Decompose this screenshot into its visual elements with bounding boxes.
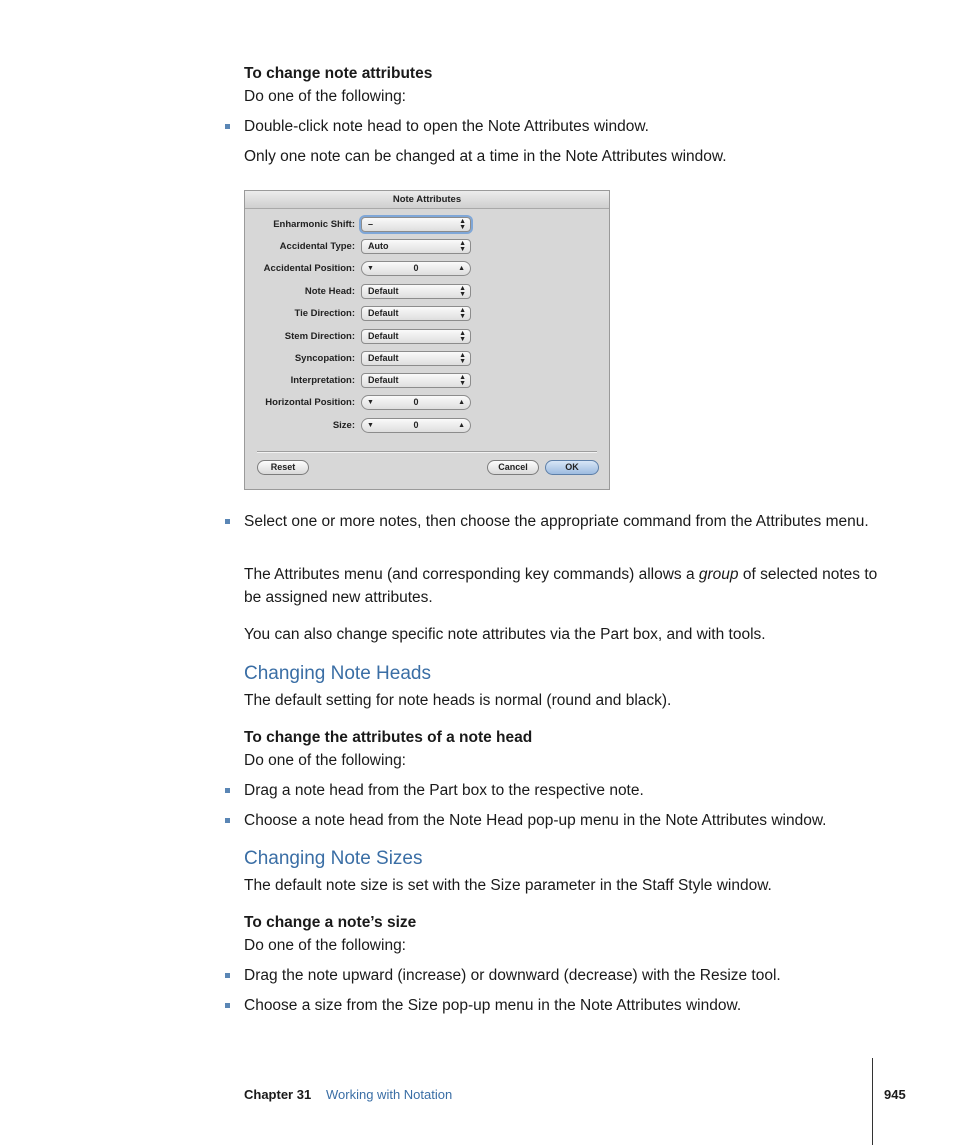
task-title-note-head: To change the attributes of a note head bbox=[244, 729, 533, 746]
bullet-marker bbox=[225, 124, 230, 129]
popup-value: Auto bbox=[368, 241, 389, 251]
note-text-pre: The Attributes menu (and corresponding key commands) allows a bbox=[244, 566, 699, 583]
decrement-icon[interactable]: ▼ bbox=[367, 422, 374, 429]
interpretation-popup[interactable] bbox=[361, 373, 471, 388]
label-size: Size: bbox=[332, 420, 355, 431]
label-stem-direction: Stem Direction: bbox=[284, 331, 355, 342]
label-note-head: Note Head: bbox=[304, 286, 355, 297]
bullet-note: Only one note can be changed at a time in the Note Attributes window. bbox=[244, 148, 727, 165]
increment-icon[interactable]: ▲ bbox=[458, 399, 465, 406]
popup-value: Default bbox=[368, 375, 399, 385]
page-number: 945 bbox=[884, 1087, 906, 1102]
intro-text: Do one of the following: bbox=[244, 937, 406, 954]
bullet-choose-note-head: Choose a note head from the Note Head pop-up menu in the Note Attributes window. bbox=[244, 812, 827, 829]
updown-arrows-icon: ▲ ▼ bbox=[459, 374, 466, 387]
bullet-select-notes: Select one or more notes, then choose the appropriate command from the Attributes menu. bbox=[244, 513, 869, 530]
popup-value: Default bbox=[368, 331, 399, 341]
updown-arrows-icon: ▲ ▼ bbox=[459, 218, 466, 231]
heading-changing-note-sizes: Changing Note Sizes bbox=[244, 848, 423, 869]
increment-icon[interactable]: ▲ bbox=[458, 265, 465, 272]
stepper-value: 0 bbox=[413, 420, 419, 430]
popup-value: – bbox=[368, 219, 374, 229]
tie-direction-popup[interactable] bbox=[361, 306, 471, 321]
increment-icon[interactable]: ▲ bbox=[458, 422, 465, 429]
bullet-drag-resize: Drag the note upward (increase) or downward (decrease) with the Resize tool. bbox=[244, 967, 781, 984]
popup-value: Default bbox=[368, 308, 399, 318]
accidental-type-popup[interactable] bbox=[361, 239, 471, 254]
updown-arrows-icon: ▲ ▼ bbox=[459, 307, 466, 320]
label-enharmonic-shift: Enharmonic Shift: bbox=[273, 219, 355, 230]
bullet-choose-size: Choose a size from the Size pop-up menu in the Note Attributes window. bbox=[244, 997, 742, 1014]
bullet-marker bbox=[225, 1003, 230, 1008]
reset-button[interactable]: Reset bbox=[257, 460, 309, 475]
stem-direction-popup[interactable] bbox=[361, 329, 471, 344]
popup-value: Default bbox=[368, 286, 399, 296]
updown-arrows-icon: ▲ ▼ bbox=[459, 240, 466, 253]
footer-chapter: Chapter 31 bbox=[244, 1087, 312, 1102]
bullet-marker bbox=[225, 818, 230, 823]
bullet-marker bbox=[225, 519, 230, 524]
updown-arrows-icon: ▲ ▼ bbox=[459, 352, 466, 365]
enharmonic-shift-popup[interactable] bbox=[361, 217, 471, 232]
bullet-drag-note-head: Drag a note head from the Part box to the respective note. bbox=[244, 782, 644, 799]
closing-text: You can also change specific note attributes via the Part box, and with tools. bbox=[244, 626, 766, 643]
heading-changing-note-heads: Changing Note Heads bbox=[244, 663, 431, 684]
label-horizontal-position: Horizontal Position: bbox=[265, 397, 355, 408]
updown-arrows-icon: ▲ ▼ bbox=[459, 330, 466, 343]
horizontal-position-stepper[interactable] bbox=[361, 395, 471, 410]
footer-chapter-title: Working with Notation bbox=[326, 1087, 453, 1102]
bullet-double-click: Double-click note head to open the Note Attributes window. bbox=[244, 118, 649, 135]
label-tie-direction: Tie Direction: bbox=[294, 308, 355, 319]
decrement-icon[interactable]: ▼ bbox=[367, 399, 374, 406]
updown-arrows-icon: ▲ ▼ bbox=[459, 285, 466, 298]
cancel-button[interactable]: Cancel bbox=[487, 460, 539, 475]
note-attributes-dialog bbox=[244, 190, 610, 490]
dialog-title: Note Attributes bbox=[245, 191, 609, 209]
note-sizes-desc: The default note size is set with the Size parameter in the Staff Style window. bbox=[244, 877, 772, 894]
label-syncopation: Syncopation: bbox=[294, 353, 355, 364]
popup-value: Default bbox=[368, 353, 399, 363]
label-accidental-type: Accidental Type: bbox=[279, 241, 355, 252]
note-text-post: of selected notes to be assigned new attributes. bbox=[244, 566, 878, 606]
ok-button[interactable]: OK bbox=[545, 460, 599, 475]
intro-text: Do one of the following: bbox=[244, 752, 406, 769]
label-accidental-position: Accidental Position: bbox=[263, 263, 355, 274]
note-heads-desc: The default setting for note heads is normal (round and black). bbox=[244, 692, 672, 709]
stepper-value: 0 bbox=[413, 263, 419, 273]
syncopation-popup[interactable] bbox=[361, 351, 471, 366]
note-head-popup[interactable] bbox=[361, 284, 471, 299]
bullet-marker bbox=[225, 788, 230, 793]
dialog-separator bbox=[257, 451, 597, 453]
decrement-icon[interactable]: ▼ bbox=[367, 265, 374, 272]
bullet-marker bbox=[225, 973, 230, 978]
task-title-change-note-attributes: To change note attributes bbox=[244, 65, 433, 82]
intro-text: Do one of the following: bbox=[244, 88, 406, 105]
accidental-position-stepper[interactable] bbox=[361, 261, 471, 276]
note-text-emphasis: group bbox=[698, 566, 739, 583]
stepper-value: 0 bbox=[413, 397, 419, 407]
footer-divider bbox=[872, 1058, 873, 1145]
size-stepper[interactable] bbox=[361, 418, 471, 433]
task-title-note-size: To change a note’s size bbox=[244, 914, 417, 931]
label-interpretation: Interpretation: bbox=[290, 375, 355, 386]
attributes-menu-note bbox=[244, 563, 884, 609]
